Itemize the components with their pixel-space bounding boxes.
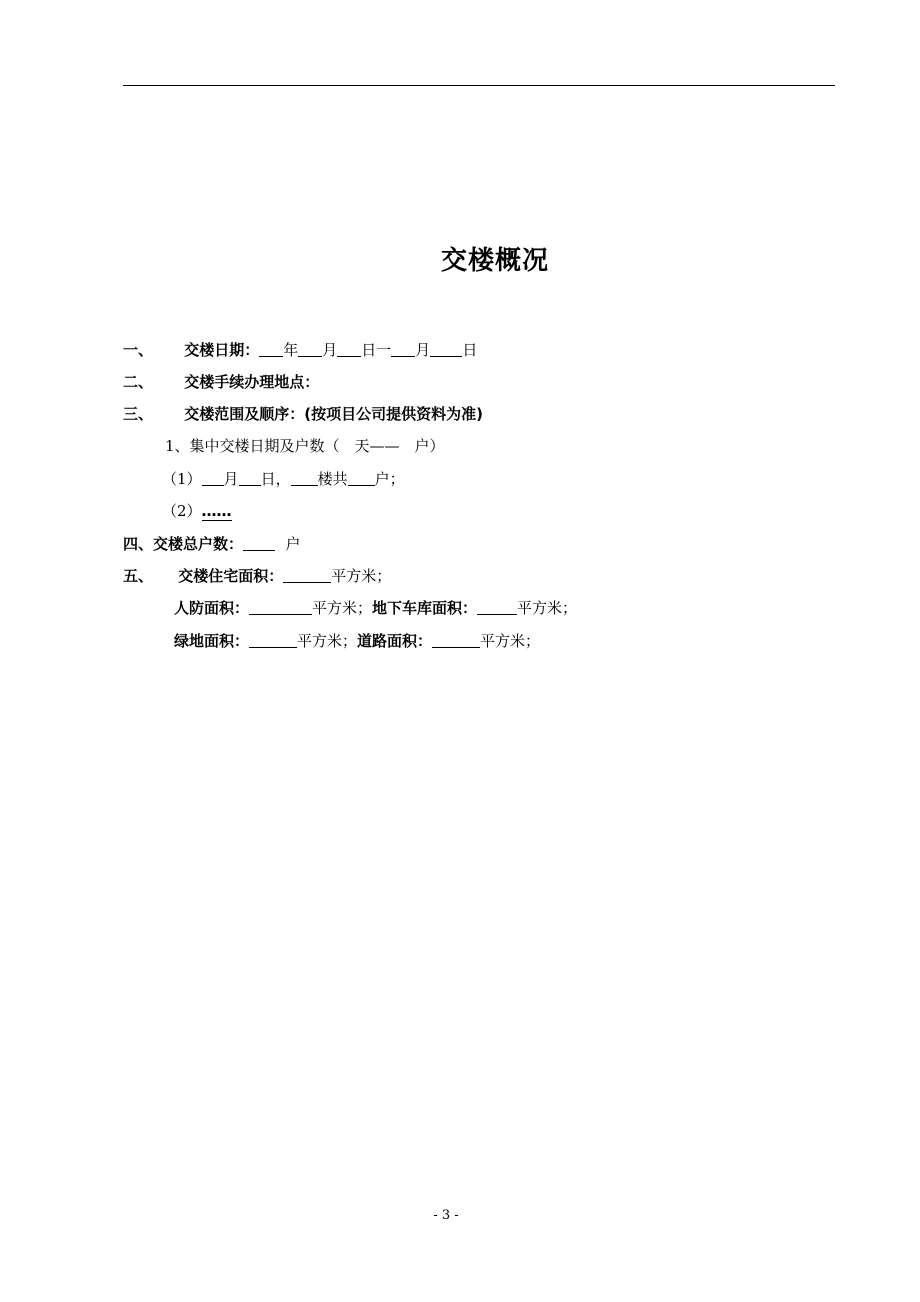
garage-area-label: 地下车库面积：: [372, 599, 478, 617]
section-residential-area: [123, 566, 391, 586]
page-number: - 3 -: [433, 1208, 459, 1223]
road-area-unit: 平方米；: [480, 632, 541, 650]
header-rule: [123, 85, 835, 86]
green-area-unit: 平方米；: [297, 632, 358, 650]
section-procedure-location: [123, 372, 319, 392]
section-delivery-scope: [123, 404, 483, 424]
section-total-units: [123, 534, 300, 554]
road-area-blank: [432, 632, 480, 648]
garage-area-unit: 平方米；: [517, 599, 578, 617]
month2-label: 月: [415, 341, 431, 359]
year-label: 年: [283, 341, 299, 359]
p1-units-blank: [348, 470, 375, 486]
day2-label: 日: [462, 341, 478, 359]
p1-day-blank: [239, 470, 261, 486]
section-number: 二、: [123, 373, 154, 391]
section-number: 一、: [123, 341, 154, 359]
document-title: 交楼概况: [440, 246, 549, 276]
year-blank: [259, 341, 283, 357]
area-line-civil-defense-garage: [174, 598, 577, 618]
residential-area-label: 交楼住宅面积：: [178, 567, 284, 585]
p1-units-label: 户；: [374, 470, 405, 488]
civil-defense-area-unit: 平方米；: [312, 599, 373, 617]
section-delivery-date: [123, 340, 477, 360]
p1-building-blank: [291, 470, 318, 486]
garage-area-blank: [477, 599, 517, 615]
p2-ellipsis: ……: [201, 502, 232, 520]
delivery-scope-label: 交楼范围及顺序：(按项目公司提供资料为准): [184, 405, 483, 423]
month-blank: [298, 341, 322, 357]
sub-item-1: [162, 469, 405, 489]
delivery-date-label: 交楼日期：: [184, 341, 260, 359]
p1-month-blank: [202, 470, 224, 486]
month-label: 月: [322, 341, 338, 359]
day-blank: [337, 341, 361, 357]
section-number: 五、: [123, 567, 154, 585]
procedure-location-label: 交楼手续办理地点：: [184, 373, 320, 391]
sub-item-2: [162, 501, 232, 521]
road-area-label: 道路面积：: [357, 632, 433, 650]
sub-item-1-number: （1）: [162, 470, 202, 488]
green-area-label: 绿地面积：: [174, 632, 250, 650]
p1-month-label: 月: [223, 470, 239, 488]
civil-defense-area-label: 人防面积：: [174, 599, 250, 617]
sub-item-centralized-delivery: 1、集中交楼日期及户数（ 天—— 户）: [165, 437, 445, 455]
green-area-blank: [249, 632, 297, 648]
residential-area-unit: 平方米；: [331, 567, 392, 585]
p1-day-label: 日，: [260, 470, 291, 488]
sub-item-2-number: （2）: [162, 502, 202, 520]
month2-blank: [391, 341, 415, 357]
p1-building-label: 楼共: [317, 470, 348, 488]
total-units-unit: 户: [285, 535, 301, 553]
area-line-green-road: [174, 631, 540, 651]
total-units-label: 四、交楼总户数：: [123, 535, 244, 553]
section-number: 三、: [123, 405, 154, 423]
day-label: 日一: [361, 341, 392, 359]
civil-defense-area-blank: [249, 599, 312, 615]
total-units-blank: [243, 535, 275, 551]
residential-area-blank: [283, 567, 331, 583]
day2-blank: [430, 341, 462, 357]
